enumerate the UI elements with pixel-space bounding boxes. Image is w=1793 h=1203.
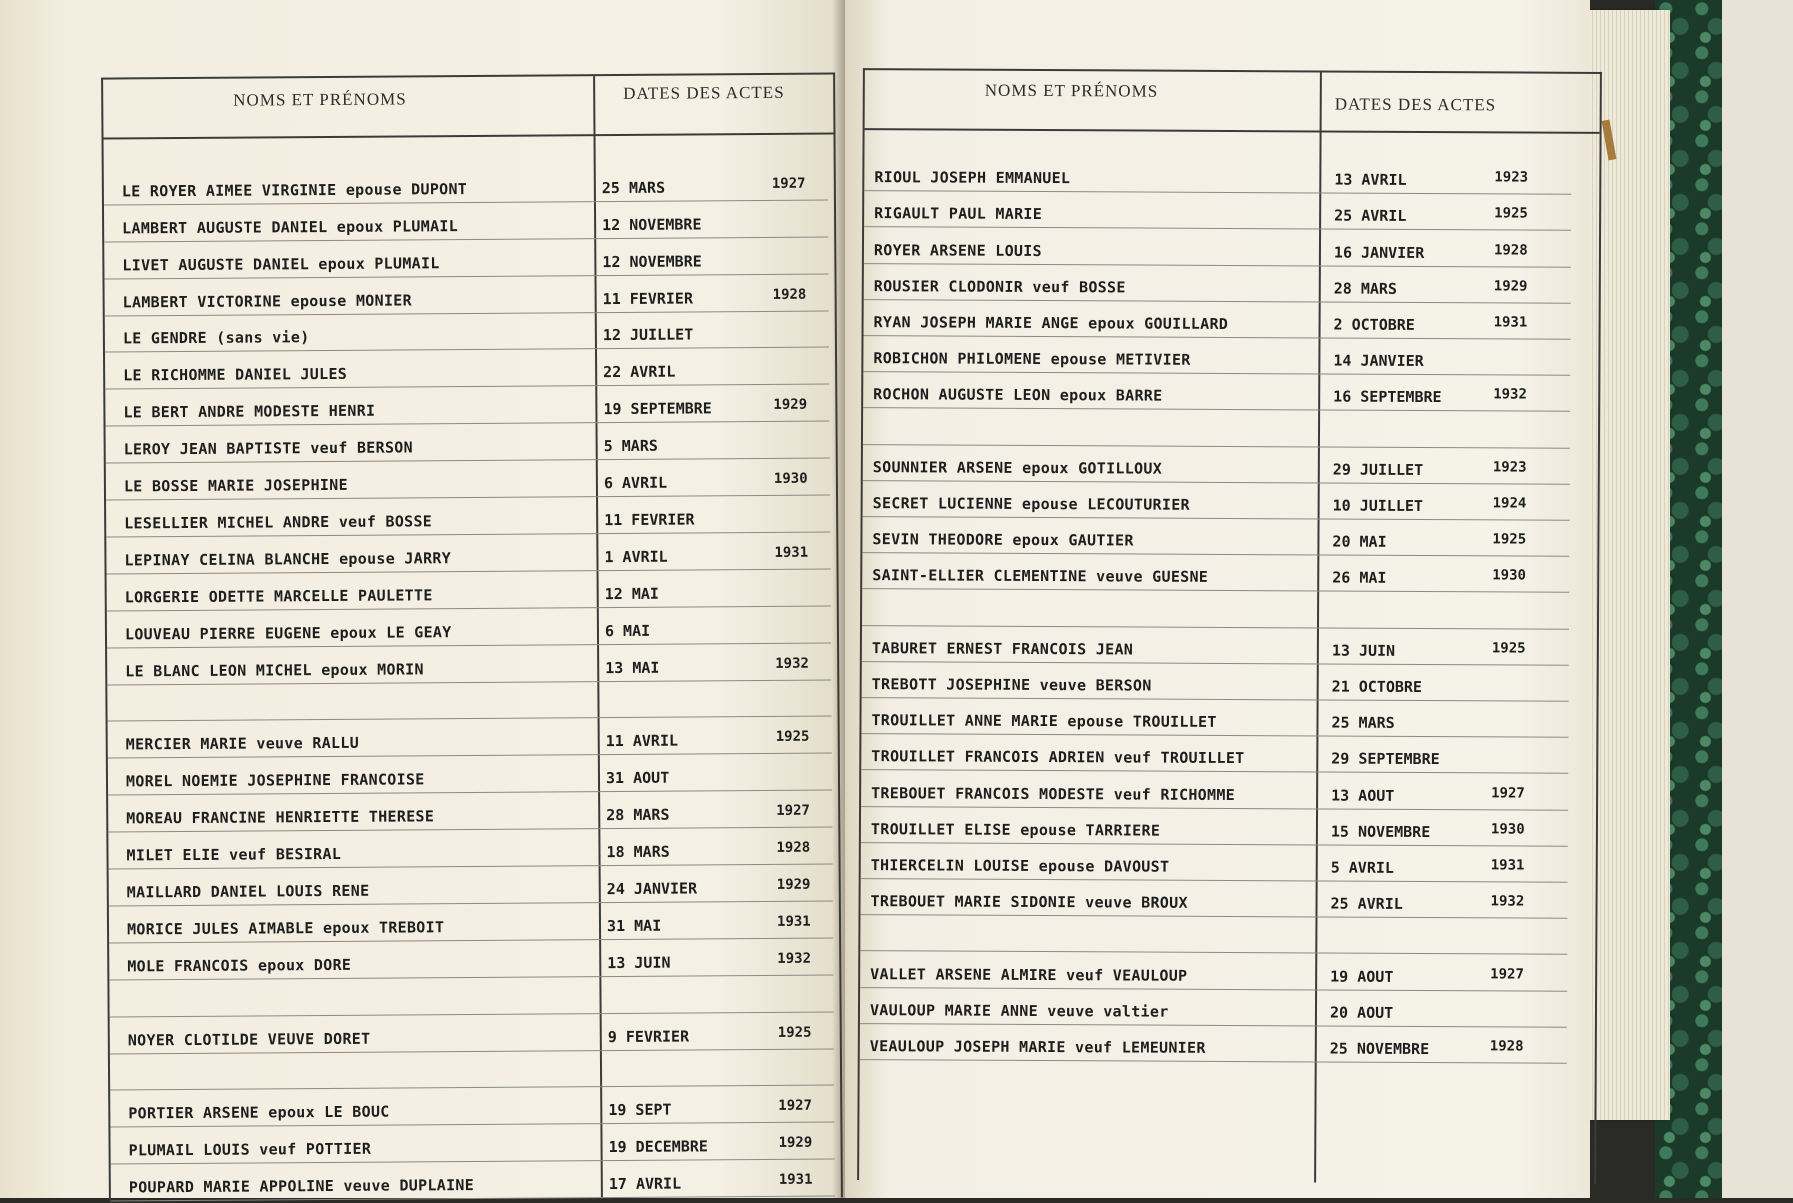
entry-date: 25 MARS [1331,713,1395,733]
entry-date: 22 AVRIL [603,362,676,382]
entry-name: LOUVEAU PIERRE EUGENE epoux LE GEAY [124,622,452,644]
header-rule [104,132,834,139]
table-row [860,1023,1567,1064]
entry-year: 1927 [1491,784,1525,802]
table-row [864,154,1571,195]
entry-date: 25 AVRIL [1334,206,1407,226]
table-row [108,753,832,796]
entry-year: 1925 [777,1024,812,1041]
entry-year: 1925 [1492,531,1527,548]
entry-name: LE BLANC LEON MICHEL epoux MORIN [125,659,424,680]
table-row [109,937,833,980]
entry-date: 28 MARS [1333,279,1398,298]
entry-year: 1928 [772,286,807,303]
entry-year: 1931 [1490,857,1525,874]
entry-date: 28 MARS [606,805,670,825]
entry-name: SEVIN THEODORE epoux GAUTIER [872,530,1134,550]
table-row [861,733,1568,774]
dates-column-header: DATES DES ACTES [623,82,785,103]
table-row [863,444,1570,485]
table-row [104,163,828,206]
entry-date: 21 OCTOBRE [1331,677,1423,696]
header-rule [865,128,1600,134]
entry-name: SAINT-ELLIER CLEMENTINE veuve GUESNE [872,566,1209,587]
entry-year: 1924 [1492,495,1527,512]
entry-name: TROUILLET ELISE epouse TARRIERE [870,819,1161,840]
entry-year: 1930 [773,470,808,487]
entry-name: RYAN JOSEPH MARIE ANGE epoux GOUILLARD [873,313,1229,333]
table-row [108,790,832,833]
entry-name: MAILLARD DANIEL LOUIS RENE [126,881,370,902]
entry-name: LE BERT ANDRE MODESTE HENRI [123,401,376,422]
table-row [863,335,1570,376]
entry-date: 26 MAI [1332,568,1387,588]
table-row [109,864,833,907]
table-row [107,679,831,722]
entry-year: 1927 [776,802,810,820]
entry-name: LESELLIER MICHEL ANDRE veuf BOSSE [124,512,433,533]
entry-name: SOUNNIER ARSENE epoux GOTILLOUX [872,457,1163,478]
entry-name: MORICE JULES AIMABLE epoux TREBOIT [126,918,445,939]
table-row [863,480,1570,521]
entry-year: 1927 [778,1098,813,1115]
right-register [857,68,1602,1184]
cover-edge [1722,0,1793,1198]
entry-name: MOREAU FRANCINE HENRIETTE THERESE [126,807,435,828]
entry-date: 25 AVRIL [1330,894,1403,914]
entry-date: 19 DECEMBRE [608,1137,708,1157]
entry-year: 1925 [775,729,810,746]
dates-column-header: DATES DES ACTES [1334,94,1497,115]
entry-date: 12 MAI [604,584,659,603]
entry-name: MERCIER MARIE veuve RALLU [125,734,360,754]
table-row [109,974,833,1017]
entry-name: LIVET AUGUSTE DANIEL epoux PLUMAIL [122,253,440,275]
entry-name: LE GENDRE (sans vie) [122,328,310,348]
entry-date: 17 AVRIL [608,1174,682,1194]
table-row [864,226,1571,267]
entry-year: 1925 [1491,640,1526,657]
entry-date: 25 MARS [601,178,666,197]
table-row [111,1159,835,1202]
table-row [862,588,1569,629]
entry-date: 2 OCTOBRE [1333,315,1415,334]
entry-date: 31 AOUT [605,768,670,788]
entry-name: TROUILLET ANNE MARIE epouse TROUILLET [871,711,1217,732]
table-row [110,1011,834,1054]
entry-date: 11 FEVRIER [604,510,695,530]
entry-name: ROYER ARSENE LOUIS [873,240,1042,260]
table-row [862,625,1569,666]
entry-date: 13 MAI [605,658,660,677]
entry-name: TREBOUET FRANCOIS MODESTE veuf RICHOMME [871,783,1236,804]
entry-name: LORGERIE ODETTE MARCELLE PAULETTE [124,586,433,607]
table-row [106,421,830,464]
entry-date: 20 MAI [1332,532,1387,552]
table-row [106,495,830,538]
entry-year: 1929 [1493,278,1528,295]
table-row [862,552,1569,593]
entry-date: 29 JUILLET [1332,460,1424,479]
entry-name: LE BOSSE MARIE JOSEPHINE [123,475,348,496]
entry-date: 25 NOVEMBRE [1329,1039,1430,1059]
right-page [845,0,1590,1198]
entry-name: MILET ELIE veuf BESIRAL [126,844,342,865]
entry-date: 13 AOUT [1331,786,1395,805]
entry-name: MOREL NOEMIE JOSEPHINE FRANCOISE [125,770,425,791]
entry-name: LE ROYER AIMEE VIRGINIE epouse DUPONT [121,179,468,201]
entry-date: 24 JANVIER [606,879,698,899]
entry-name: ROUSIER CLODONIR veuf BOSSE [873,276,1126,297]
entry-date: 6 MAI [604,621,651,640]
entry-date: 13 JUIN [607,953,671,972]
entry-year: 1932 [1493,386,1527,403]
entry-date: 9 FEVRIER [607,1027,690,1046]
entry-year: 1932 [775,655,809,672]
table-row [860,950,1567,991]
table-row [104,236,828,279]
entry-year: 1931 [776,913,811,930]
table-row [105,347,829,390]
table-row [108,827,832,870]
entry-date: 13 AVRIL [1334,170,1407,190]
table-row [864,299,1571,340]
entry-name: SECRET LUCIENNE epouse LECOUTURIER [872,494,1190,514]
entry-date: 1 AVRIL [604,547,668,566]
table-row [862,516,1569,557]
entry-year: 1927 [771,175,806,192]
entry-name: POUPARD MARIE APPOLINE veuve DUPLAINE [128,1176,475,1197]
table-row [104,199,828,242]
table-row [863,371,1570,412]
entry-name: THIERCELIN LOUISE epouse DAVOUST [870,856,1170,876]
entry-name: TREBOUET MARIE SIDONIE veuve BROUX [870,892,1188,912]
table-row [104,273,828,316]
entry-year: 1927 [1490,965,1524,983]
entry-date: 12 NOVEMBRE [602,215,702,234]
entry-name: LAMBERT VICTORINE epouse MONIER [122,290,412,312]
entry-name: PLUMAIL LOUIS veuf POTTIER [128,1139,372,1160]
entry-date: 13 JUIN [1331,641,1396,660]
entry-year: 1925 [1494,205,1528,222]
entry-year: 1929 [778,1134,813,1152]
entry-date: 19 SEPT [608,1101,672,1120]
entry-name: LEPINAY CELINA BLANCHE epouse JARRY [124,549,452,570]
entry-year: 1931 [778,1171,813,1189]
table-row [107,568,831,611]
table-row [864,190,1571,231]
entry-name: VAULOUP MARIE ANNE veuve valtier [869,1000,1169,1021]
names-column-header: NOMS ET PRÉNOMS [233,89,407,110]
table-row [860,878,1567,919]
entry-name: VALLET ARSENE ALMIRE veuf VEAULOUP [870,964,1188,985]
table-row [861,806,1568,847]
table-row [106,458,830,501]
entry-date: 16 JANVIER [1333,243,1425,262]
entry-date: 5 MARS [603,436,658,456]
table-row [861,842,1568,883]
table-row [106,531,830,574]
entry-name: TABURET ERNEST FRANCOIS JEAN [871,638,1134,659]
entry-year: 1931 [1493,314,1528,331]
entry-year: 1930 [1490,821,1525,838]
table-row [107,642,831,685]
entry-date: 12 NOVEMBRE [602,252,702,271]
entry-name: RIGAULT PAUL MARIE [874,204,1043,224]
left-page [0,0,845,1198]
entry-year: 1932 [1490,893,1525,910]
table-row [110,1048,834,1091]
entry-name: VEAULOUP JOSEPH MARIE veuf LEMEUNIER [869,1037,1206,1057]
entry-date: 10 JUILLET [1332,496,1423,515]
entry-date: 31 MAI [606,916,662,935]
entry-year: 1923 [1494,169,1529,186]
entry-name: TREBOTT JOSEPHINE veuve BERSON [871,675,1152,695]
entry-date: 11 FEVRIER [602,289,694,308]
table-row [860,987,1567,1028]
table-row [109,900,833,943]
table-row [862,661,1569,702]
entry-date: 18 MARS [606,842,670,862]
names-column-header: NOMS ET PRÉNOMS [984,80,1159,101]
entry-name: MOLE FRANCOIS epoux DORE [127,955,352,976]
entry-date: 5 AVRIL [1330,858,1395,877]
left-register [101,72,843,1202]
entry-date: 19 AOUT [1330,967,1394,986]
entry-year: 1928 [776,839,811,856]
table-row [108,716,832,759]
entry-name: RIOUL JOSEPH EMMANUEL [874,168,1071,188]
table-row [105,384,829,427]
entry-date: 16 SEPTEMBRE [1333,387,1442,407]
entry-date: 11 AVRIL [605,731,679,751]
entry-date: 20 AOUT [1329,1003,1394,1022]
entry-date: 19 SEPTEMBRE [603,399,712,419]
entry-name: NOYER CLOTILDE VEUVE DORET [127,1029,371,1049]
table-row [861,697,1568,738]
entry-name: ROCHON AUGUSTE LEON epoux BARRE [873,385,1163,406]
entry-year: 1923 [1492,459,1527,476]
entry-year: 1929 [776,876,811,893]
entry-name: LE RICHOMME DANIEL JULES [123,365,348,385]
entry-date: 14 JANVIER [1333,351,1424,371]
entry-year: 1932 [777,950,812,967]
entry-year: 1928 [1489,1038,1524,1055]
entry-name: LEROY JEAN BAPTISTE veuf BERSON [123,438,414,459]
entry-date: 6 AVRIL [603,473,668,493]
entry-date: 12 JUILLET [602,325,694,345]
table-row [860,914,1567,955]
entry-year: 1930 [1492,567,1527,584]
table-row [110,1085,834,1128]
entry-date: 29 SEPTEMBRE [1331,749,1440,769]
entry-name: LAMBERT AUGUSTE DANIEL epoux PLUMAIL [122,216,459,238]
entry-name: ROBICHON PHILOMENE epouse METIVIER [873,349,1191,369]
entry-date: 15 NOVEMBRE [1330,822,1431,841]
table-row [107,605,831,648]
entry-name: PORTIER ARSENE epoux LE BOUC [128,1102,390,1123]
table-row [110,1122,834,1165]
table-row [105,310,829,353]
table-row [861,769,1568,810]
entry-year: 1929 [773,396,808,414]
entry-name: TROUILLET FRANCOIS ADRIEN veuf TROUILLET [871,747,1245,768]
entry-year: 1928 [1493,241,1528,259]
entry-year: 1931 [774,544,809,561]
table-row [864,263,1571,304]
table-row [863,407,1570,448]
